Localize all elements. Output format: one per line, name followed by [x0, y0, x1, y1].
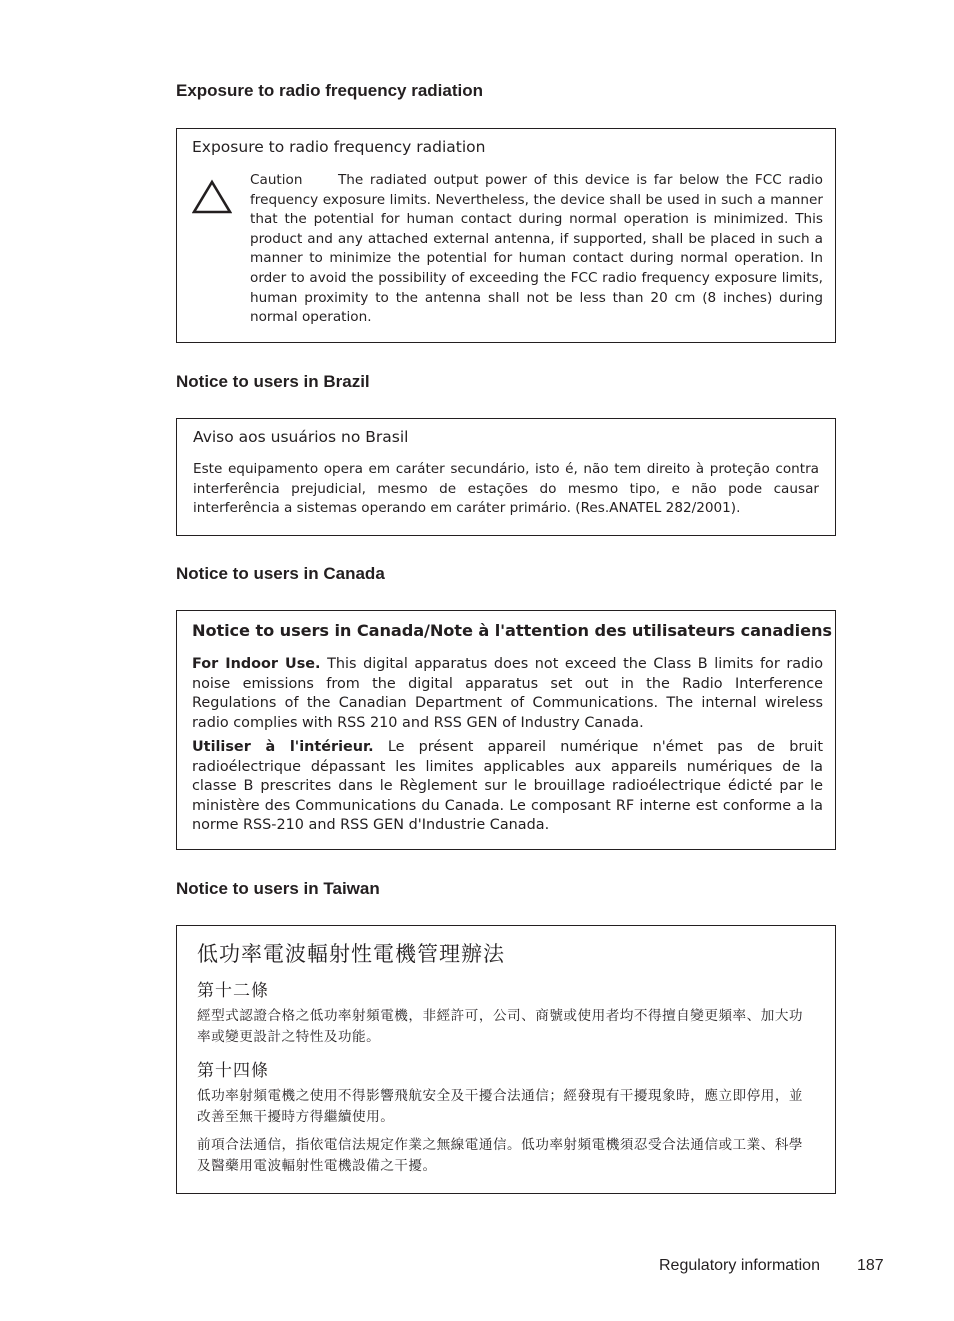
brazil-box-title: Aviso aos usuários no Brasil: [193, 428, 409, 446]
article-14-text-1: 低功率射頻電機之使用不得影響飛航安全及干擾合法通信；經發現有干擾現象時，應立即停用，並改善至無干擾時方得繼續使用。: [197, 1088, 804, 1125]
section-heading-canada: Notice to users in Canada: [176, 564, 385, 583]
taiwan-box-title: 低功率電波輻射性電機管理辦法: [197, 942, 505, 966]
fcc-box-title: Exposure to radio frequency radiation: [192, 138, 486, 156]
article-12-text: 經型式認證合格之低功率射頻電機，非經許可，公司、商號或使用者均不得擅自變更頻率、加大功率或變更設計之特性及功能。: [197, 1008, 804, 1045]
utiliser-interieur-lead: Utiliser à l'intérieur.: [192, 739, 374, 755]
footer-section-name: Regulatory information: [659, 1257, 820, 1274]
section-heading-taiwan: Notice to users in Taiwan: [176, 879, 380, 898]
caution-icon: [192, 179, 232, 215]
footer-page-number: 187: [857, 1257, 884, 1274]
brazil-notice-text: Este equipamento opera em caráter secundário, isto é, não tem direito à proteção contra interferência prejudicial, mesmo de estações do mesmo tipo, e não pode causar interferência a sistemas operando em caráter primário. (Res.ANATEL 282/2001).: [193, 461, 819, 517]
article-14-title: 第十四條: [197, 1061, 269, 1081]
article-14-text-2: 前項合法通信，指依電信法規定作業之無線電通信。低功率射頻電機須忍受合法通信或工業、科學及醫藥用電波輻射性電機設備之干擾。: [197, 1137, 804, 1174]
fcc-caution-paragraph: [250, 171, 823, 328]
canada-box-title: Notice to users in Canada/Note à l'attention des utilisateurs canadiens: [192, 621, 832, 640]
fcc-notice-box: [176, 128, 836, 343]
indoor-use-text: This digital apparatus does not exceed the Class B limits for radio noise emissions from the digital apparatus set out in the Radio Interference Regulations of the Canadian Department of Communications. The internal wireless radio complies with RSS 210 and RSS GEN of Industry Canada.: [192, 656, 824, 731]
brazil-notice-box: [176, 418, 836, 536]
article-12-title: 第十二條: [197, 981, 269, 1001]
indoor-use-lead: For Indoor Use.: [192, 656, 321, 672]
caution-text: The radiated output power of this device is far below the FCC radio frequency exposure limits. Nevertheless, the device shall be used in such a manner that the potential for human contact during normal operation is minimized. This product and any attached external antenna, if supported, shall be placed in such a manner to minimize the potential for human contact during normal operation. In order to avoid the possibility of exceeding the FCC radio frequency exposure limits, human proximity to the antenna shall not be less than 20 cm (8 inches) during normal operation.: [250, 172, 823, 326]
section-heading-brazil: Notice to users in Brazil: [176, 372, 370, 391]
canada-notice-box: [176, 610, 836, 850]
canada-paragraph-indoor: [192, 655, 823, 733]
taiwan-notice-box: [176, 925, 836, 1194]
section-heading-fcc: Exposure to radio frequency radiation: [176, 81, 484, 100]
caution-label: Caution: [250, 172, 303, 188]
canada-paragraph-interieur: [192, 738, 823, 836]
utiliser-interieur-text: Le présent appareil numérique n'émet pas de bruit radioélectrique dépassant les limites applicables aux appareils numériques de la classe B prescrites dans le Règlement sur le brouillage radioélectrique édicté par le ministère des Communications du Canada. Le composant RF interne est conforme a la norme RSS-210 and RSS GEN d'Industrie Canada.: [192, 739, 824, 834]
